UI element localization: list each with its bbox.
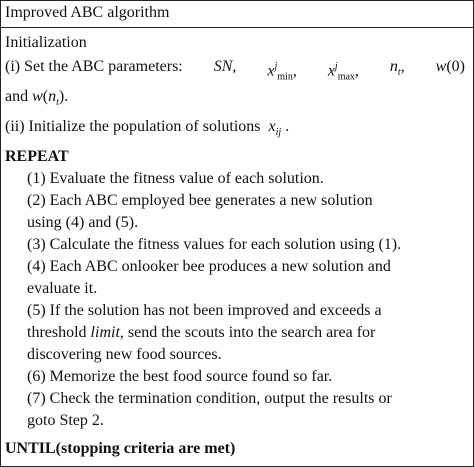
algorithm-title: Improved ABC algorithm xyxy=(5,4,170,21)
repeat-line-1: (1) Evaluate the fitness value of each solution. xyxy=(27,170,324,187)
repeat-line-5: (4) Each ABC onlooker bee produces a new solution and xyxy=(27,258,391,275)
repeat-line-10: (6) Memorize the best food source found so far. xyxy=(27,368,333,385)
init-heading: Initialization xyxy=(5,34,87,51)
param-xmin: $x^j_{min}$, xyxy=(267,61,297,83)
algorithm-title-row xyxy=(1,1,473,28)
until-line: UNTIL(stopping criteria are met) xyxy=(5,440,236,457)
param-nt: $n_t$, xyxy=(389,58,405,79)
repeat-line-4: (3) Calculate the fitness values for each solution using (1). xyxy=(27,236,402,253)
repeat-line-6: evaluate it. xyxy=(27,280,98,297)
repeat-line-7: (5) If the solution has not been improved and exceeds a xyxy=(27,302,382,319)
repeat-line-11: (7) Check the termination condition, output the results or xyxy=(27,390,392,407)
param-sn: SN, xyxy=(213,58,237,75)
init-step-1-prefix: (i) Set the ABC parameters: xyxy=(5,58,183,75)
param-w0: w(0) xyxy=(435,58,465,75)
repeat-heading: REPEAT xyxy=(5,148,69,165)
param-xmax: $x^j_{max}$, xyxy=(327,61,359,83)
repeat-line-2: (2) Each ABC employed bee generates a new solution xyxy=(27,192,373,209)
init-step-1 xyxy=(5,57,465,88)
repeat-line-3: using (4) and (5). xyxy=(27,214,139,231)
init-step-1-tail: and $w(n_t)$. xyxy=(5,88,69,109)
init-step-2: (ii) Initialize the population of solutions $x_{ij}$ . xyxy=(5,118,290,139)
repeat-line-12: goto Step 2. xyxy=(27,412,104,429)
repeat-line-9: discovering new food sources. xyxy=(27,346,222,363)
repeat-line-8: threshold limit, send the scouts into the search area for xyxy=(27,324,376,341)
